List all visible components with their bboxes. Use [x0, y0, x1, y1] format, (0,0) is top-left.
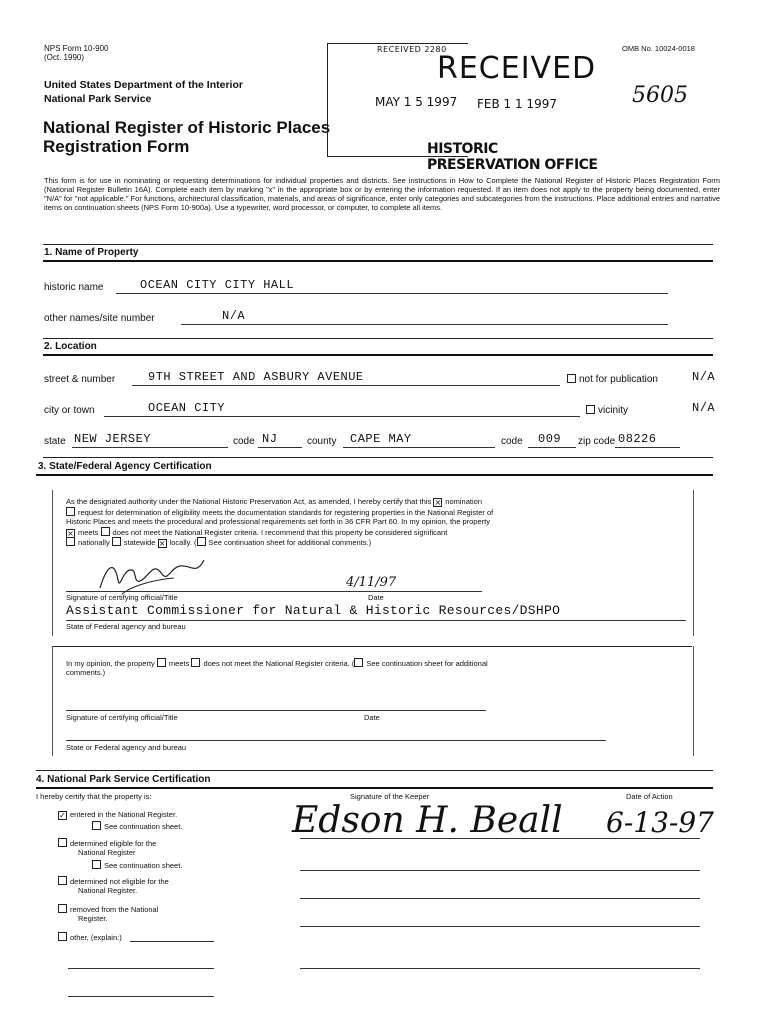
date-label: Date: [368, 593, 384, 602]
other-checkbox[interactable]: [58, 932, 67, 941]
meets-checkbox[interactable]: ×: [67, 529, 74, 538]
historic-name-label: historic name: [44, 282, 104, 293]
other-names-label: other names/site number: [44, 313, 155, 324]
state-label: state: [44, 436, 66, 447]
historic-name-field[interactable]: OCEAN CITY CITY HALL: [140, 278, 295, 292]
request-checkbox[interactable]: [66, 507, 75, 516]
opinion-line-1: In my opinion, the property meets does not meet the National Register criteria. ( See continuation sheet for additional: [66, 659, 488, 668]
county-code-field[interactable]: 009: [538, 432, 562, 446]
removed-line-2: Register.: [78, 914, 108, 923]
locally-checkbox[interactable]: ×: [158, 539, 166, 548]
nationally-checkbox[interactable]: [66, 537, 75, 546]
not-eligible-checkbox[interactable]: [58, 876, 67, 885]
form-title: National Register of Historic Places: [43, 118, 331, 137]
omb-number: OMB No. 10024-0018: [622, 44, 695, 53]
opinion-meets-checkbox[interactable]: [157, 658, 166, 667]
received-stamp: [327, 43, 607, 173]
zip-field[interactable]: 08226: [618, 432, 657, 446]
department: United States Department of the Interior: [44, 79, 243, 91]
nps-intro: I hereby certify that the property is:: [36, 792, 152, 801]
stamp-office: HISTORIC PRESERVATION OFFICE: [427, 141, 598, 173]
agency-field[interactable]: Assistant Commissioner for Natural & Historic Resources/DSHPO: [66, 603, 561, 618]
keeper-label: Signature of the Keeper: [350, 792, 430, 801]
removed-option[interactable]: removed from the National: [58, 904, 158, 914]
cert-line-1: As the designated authority under the National Historic Preservation Act, as amended, I hereby certify that this × nomination: [66, 497, 482, 507]
stamp-received: RECEIVED: [437, 51, 597, 86]
removed-checkbox[interactable]: [58, 904, 67, 913]
does-not-meet-checkbox[interactable]: [101, 527, 110, 536]
county-field[interactable]: CAPE MAY: [350, 432, 412, 446]
state-field[interactable]: NEW JERSEY: [74, 432, 152, 446]
date-of-action-label: Date of Action: [626, 792, 673, 801]
section-3-heading: 3. State/Federal Agency Certification: [38, 461, 212, 472]
opinion-line-2: comments.): [66, 668, 106, 677]
city-label: city or town: [44, 405, 95, 416]
entered-continuation-option[interactable]: See continuation sheet.: [92, 821, 182, 831]
opinion-continuation-checkbox[interactable]: [354, 658, 363, 667]
cert-line-4: × meets does not meet the National Register criteria. I recommend that this property be considered significant: [67, 528, 448, 538]
form-number: NPS Form 10-900: [44, 44, 109, 53]
entered-continuation-checkbox[interactable]: [92, 821, 101, 830]
eligible-continuation-option[interactable]: See continuation sheet.: [92, 860, 182, 870]
not-for-publication-value: N/A: [692, 370, 716, 384]
not-for-publication-checkbox[interactable]: [567, 374, 576, 383]
form-date: (Oct. 1990): [44, 53, 85, 62]
handwritten-ref-number: 5605: [632, 83, 688, 108]
statewide-checkbox[interactable]: [112, 537, 121, 546]
continuation-sheet-checkbox[interactable]: [197, 537, 206, 546]
signature-label: Signature of certifying official/Title: [66, 593, 178, 602]
eligible-checkbox[interactable]: [58, 838, 67, 847]
entered-checkbox[interactable]: ✓: [59, 811, 66, 820]
other-option[interactable]: other, (explain:): [58, 932, 122, 942]
not-for-publication-option[interactable]: not for publication: [567, 374, 658, 385]
section-1-heading: 1. Name of Property: [44, 247, 139, 258]
eligible-line-2: National Register: [78, 848, 136, 857]
keeper-signature: Edson H. Beall: [292, 800, 563, 841]
service: National Park Service: [44, 93, 152, 105]
eligible-option[interactable]: determined eligible for the: [58, 838, 156, 848]
entered-option[interactable]: ✓ entered in the National Register.: [59, 810, 178, 820]
opinion-does-not-meet-checkbox[interactable]: [191, 658, 200, 667]
section-4-heading: 4. National Park Service Certification: [36, 774, 211, 785]
not-eligible-option[interactable]: determined not eligible for the: [58, 876, 169, 886]
county-label: county: [307, 436, 337, 447]
section-2-heading: 2. Location: [44, 341, 97, 352]
date-of-action-handwritten: 6-13-97: [606, 806, 714, 839]
eligible-continuation-checkbox[interactable]: [92, 860, 101, 869]
vicinity-option[interactable]: vicinity: [586, 405, 628, 416]
county-code-label: code: [501, 436, 523, 447]
stamp-date-1: MAY 1 5 1997: [375, 95, 458, 109]
vicinity-checkbox[interactable]: [586, 405, 595, 414]
zip-label: zip code: [578, 436, 616, 447]
cert-line-2: request for determination of eligibility meets the documentation standards for registering properties in the National Register of: [66, 507, 493, 517]
stamp-received-small: RECEIVED 2280: [377, 45, 447, 54]
not-eligible-line-2: National Register.: [78, 886, 138, 895]
stamp-date-2: FEB 1 1 1997: [477, 97, 557, 111]
agency-2-label: State or Federal agency and bureau: [66, 743, 187, 752]
signature-2-label: Signature of certifying official/Title: [66, 713, 178, 722]
vicinity-value: N/A: [692, 401, 716, 415]
date-2-label: Date: [364, 713, 380, 722]
state-code-label: code: [233, 436, 255, 447]
agency-label: State of Federal agency and bureau: [66, 622, 186, 631]
cert-line-3: Historic Places and meets the procedural and professional requirements set forth in 36 CFR Part 60. In my opinion, the property: [66, 517, 490, 526]
certification-date-handwritten: 4/11/97: [346, 575, 397, 590]
street-field[interactable]: 9TH STREET AND ASBURY AVENUE: [148, 370, 364, 384]
other-names-field[interactable]: N/A: [222, 309, 246, 323]
state-code-field[interactable]: NJ: [262, 432, 278, 446]
instructions-paragraph: This form is for use in nominating or requesting determinations for individual properties and districts. See instructions in How to Complete the National Register of Historic Places Registration Form (National Register Bulletin 16A). Complete each item by marking "x" in the appropriate box or by entering the information requested. If an item does not apply to the property being documented, enter "N/A" for "not applicable." For functions, architectural classification, materials, and areas of significance, enter only categories and subcategories from the instructions. Place additional entries and narrative items on continuation sheets (NPS Form 10-900a). Use a typewriter, word processor, or computer, to complete all items.: [44, 176, 720, 212]
city-field[interactable]: OCEAN CITY: [148, 401, 226, 415]
cert-line-5: nationally statewide × locally. ( See continuation sheet for additional comments.): [66, 537, 371, 548]
street-label: street & number: [44, 374, 116, 385]
nomination-checkbox[interactable]: ×: [434, 498, 442, 507]
form-subtitle: Registration Form: [43, 137, 190, 156]
